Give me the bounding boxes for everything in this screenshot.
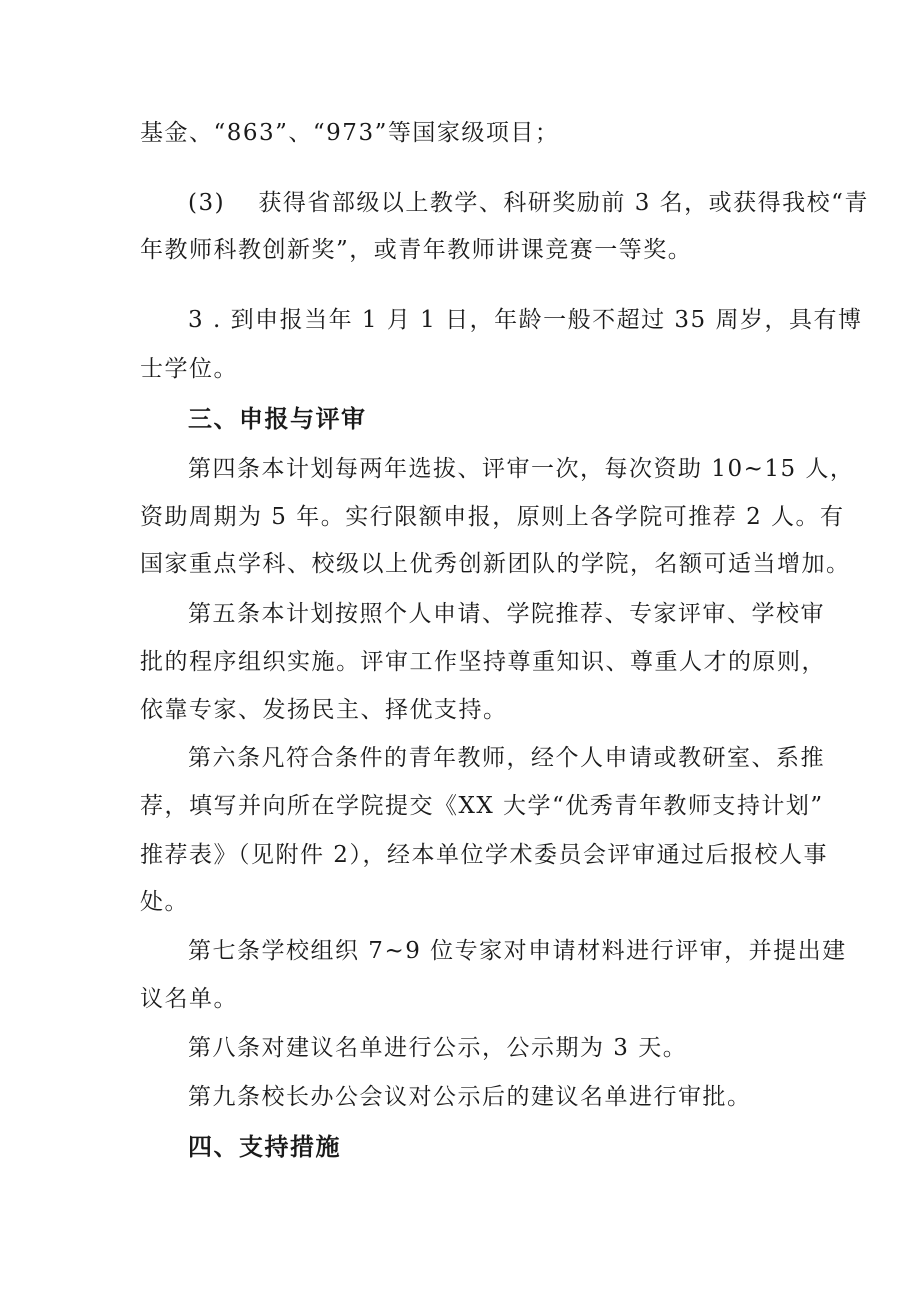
text-line: 议名单。 [140, 986, 238, 1012]
text-line: 年教师科教创新奖”，或青年教师讲课竞赛一等奖。 [140, 237, 693, 263]
section-heading: 四、支持措施 [188, 1133, 341, 1161]
text-line: 第五条本计划按照个人申请、学院推荐、专家评审、学校审 [188, 601, 825, 627]
text-line: 第六条凡符合条件的青年教师，经个人申请或教研室、系推 [188, 745, 825, 771]
text-line: 士学位。 [140, 356, 238, 382]
text-line: 国家重点学科、校级以上优秀创新团队的学院，名额可适当增加。 [140, 551, 851, 577]
text-line: 基金、“863”、“973”等国家级项目； [140, 120, 560, 146]
text-line: 3 . 到申报当年 1 月 1 日，年龄一般不超过 35 周岁，具有博 [188, 307, 863, 333]
text-line: 第八条对建议名单进行公示，公示期为 3 天。 [188, 1035, 688, 1061]
text-line: 批的程序组织实施。评审工作坚持尊重知识、尊重人才的原则， [140, 649, 826, 675]
text-line: 第七条学校组织 7~9 位专家对申请材料进行评审，并提出建 [188, 938, 847, 964]
text-line: (3) 获得省部级以上教学、科研奖励前 3 名，或获得我校“青 [188, 190, 869, 216]
text-line: 资助周期为 5 年。实行限额申报，原则上各学院可推荐 2 人。有 [140, 504, 845, 530]
section-heading: 三、申报与评审 [188, 405, 367, 433]
text-line: 处。 [140, 889, 189, 915]
text-line: 第九条校长办公会议对公示后的建议名单进行审批。 [188, 1084, 752, 1110]
text-line: 依靠专家、发扬民主、择优支持。 [140, 697, 508, 723]
text-line: 第四条本计划每两年选拔、评审一次，每次资助 10~15 人， [188, 456, 855, 482]
text-line: 荐，填写并向所在学院提交《XX 大学“优秀青年教师支持计划” [140, 793, 824, 819]
text-line: 推荐表》（见附件 2），经本单位学术委员会评审通过后报校人事 [140, 842, 828, 868]
